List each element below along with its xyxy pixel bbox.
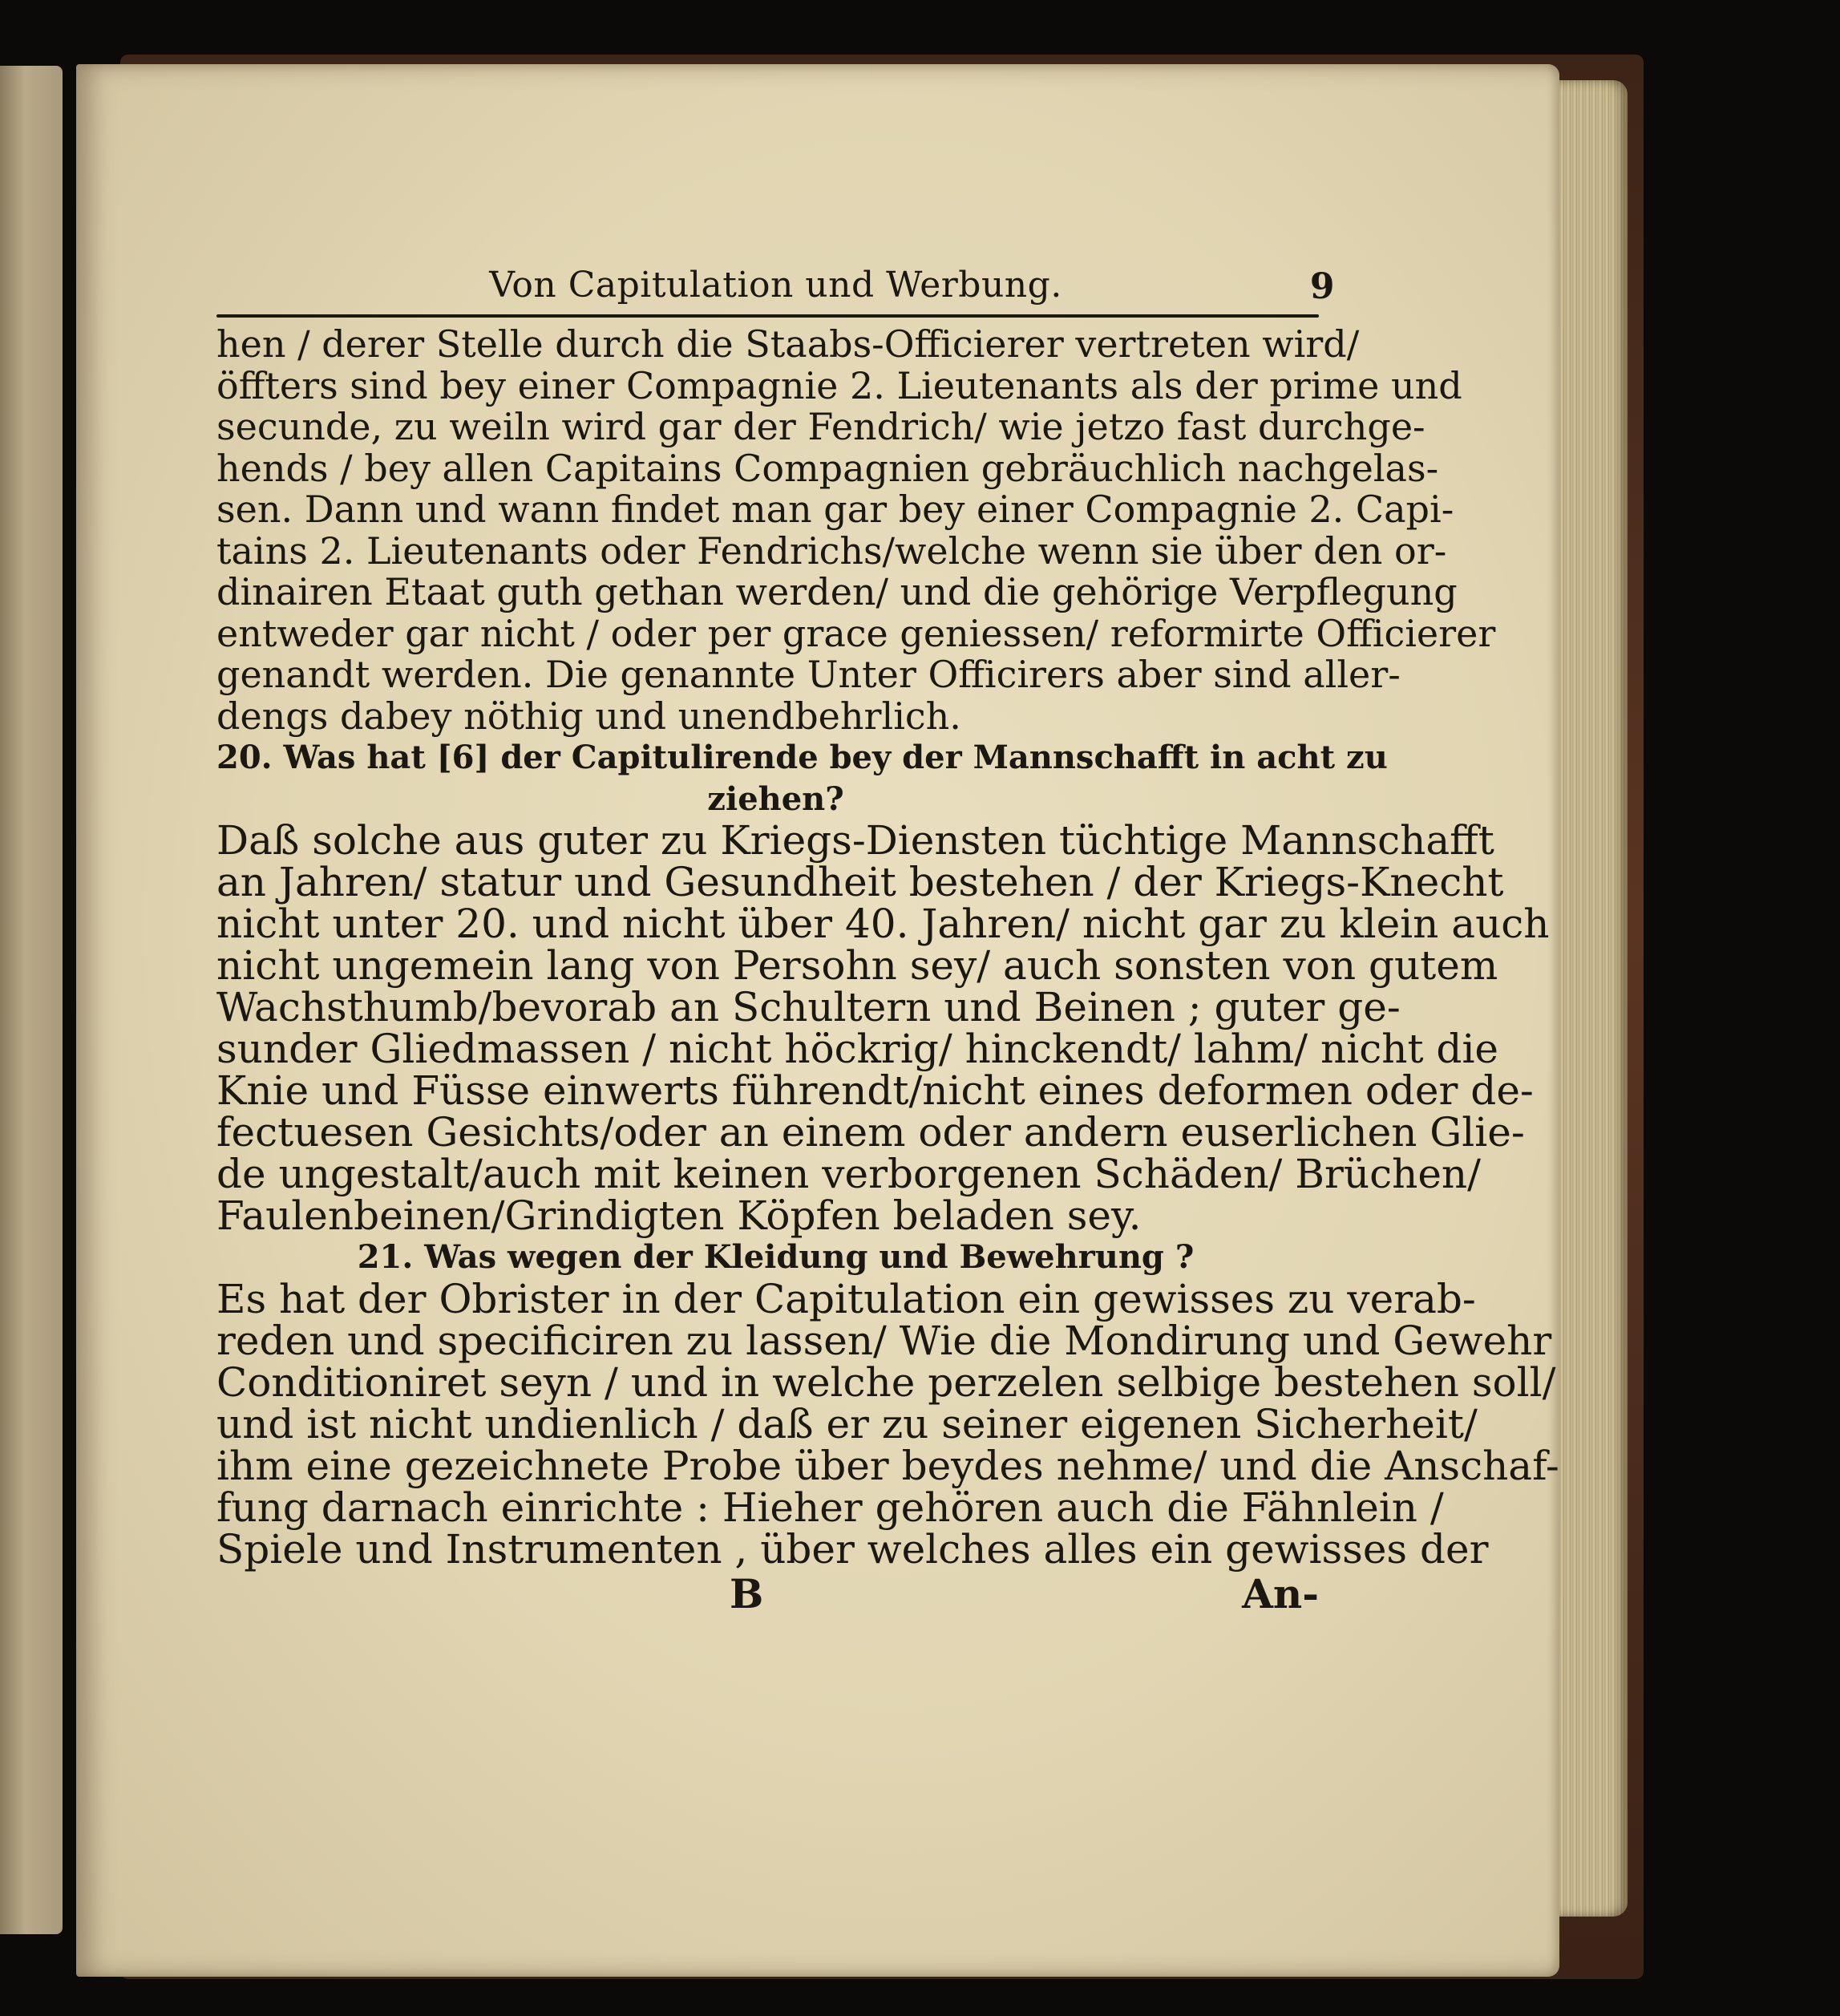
running-title: Von Capitulation und Werbung. bbox=[489, 265, 1062, 306]
catchword: An- bbox=[1242, 1569, 1319, 1617]
text-line: dinairen Etaat guth gethan werden/ und die gehörige Verpflegung bbox=[216, 570, 1458, 613]
text-line: tains 2. Lieutenants oder Fendrichs/welche wenn sie über den or- bbox=[216, 528, 1447, 573]
text-line: secunde, zu weiln wird gar der Fendrich/ wie jetzo fast durchge- bbox=[216, 405, 1425, 448]
answer-line: sunder Gliedmassen / nicht höckrig/ hinckendt/ lahm/ nicht die bbox=[216, 1026, 1499, 1072]
answer-line: Faulenbeinen/Grindigten Köpfen beladen sey. bbox=[216, 1192, 1142, 1239]
page-number: 9 bbox=[1309, 266, 1335, 307]
left-page-edge bbox=[0, 66, 63, 1934]
question-20-line-1: 20. Was hat [6] der Capitulirende bey der Mannschafft in acht zu bbox=[216, 739, 1388, 776]
header-rule bbox=[216, 314, 1319, 318]
answer-line: Conditioniret seyn / und in welche perzelen selbige bestehen soll/ bbox=[216, 1358, 1556, 1406]
text-line: hen / derer Stelle durch die Staabs-Officierer vertreten wird/ bbox=[216, 322, 1360, 366]
answer-line: Daß solche aus guter zu Kriegs-Diensten tüchtige Mannschafft bbox=[216, 817, 1494, 864]
answer-line: Spiele und Instrumenten , über welches alles ein gewisses der bbox=[216, 1525, 1489, 1573]
answer-line: fung darnach einrichte : Hieher gehören auch die Fähnlein / bbox=[216, 1484, 1444, 1531]
question-20-line-2: ziehen? bbox=[707, 779, 844, 818]
answer-line: und ist nicht undienlich / daß er zu seiner eigenen Sicherheit/ bbox=[216, 1400, 1478, 1447]
book-page bbox=[76, 64, 1559, 1977]
answer-line: an Jahren/ statur und Gesundheit bestehen / der Kriegs-Knecht bbox=[216, 859, 1504, 905]
signature-mark: B bbox=[730, 1569, 764, 1617]
text-line: öffters sind bey einer Compagnie 2. Lieutenants als der prime und bbox=[216, 363, 1462, 407]
page-footer bbox=[216, 1570, 1335, 1618]
running-header bbox=[216, 265, 1335, 313]
answer-line: ihm eine gezeichnete Probe über beydes nehme/ und die Anschaf- bbox=[216, 1442, 1559, 1489]
answer-line: nicht ungemein lang von Persohn sey/ auch sonsten von gutem bbox=[216, 942, 1498, 989]
question-21: 21. Was wegen der Kleidung und Bewehrung ? bbox=[357, 1238, 1195, 1276]
text-line: entweder gar nicht / oder per grace geniessen/ reformirte Officierer bbox=[216, 611, 1496, 655]
text-line: genandt werden. Die genannte Unter Officirers aber sind aller- bbox=[216, 653, 1401, 696]
answer-line: reden und specificiren zu lassen/ Wie die Mondirung und Gewehr bbox=[216, 1317, 1552, 1364]
text-line: dengs dabey nöthig und unendbehrlich. bbox=[216, 694, 961, 738]
answer-line: nicht unter 20. und nicht über 40. Jahren/ nicht gar zu klein auch bbox=[216, 901, 1550, 947]
answer-line: de ungestalt/auch mit keinen verborgenen Schäden/ Brüchen/ bbox=[216, 1151, 1481, 1197]
page-stack-edge bbox=[1551, 80, 1628, 1917]
text-line: hends / bey allen Capitains Compagnien gebräuchlich nachgelas- bbox=[216, 446, 1439, 490]
answer-line: fectuesen Gesichts/oder an einem oder andern euserlichen Glie- bbox=[216, 1109, 1525, 1156]
answer-line: Knie und Füsse einwerts führendt/nicht eines deformen oder de- bbox=[216, 1067, 1534, 1114]
page-text bbox=[216, 265, 1559, 1618]
text-line: sen. Dann und wann findet man gar bey einer Compagnie 2. Capi- bbox=[216, 488, 1454, 531]
answer-line: Es hat der Obrister in der Capitulation ein gewisses zu verab- bbox=[216, 1275, 1476, 1322]
answer-line: Wachsthumb/bevorab an Schultern und Beinen ; guter ge- bbox=[216, 984, 1401, 1030]
